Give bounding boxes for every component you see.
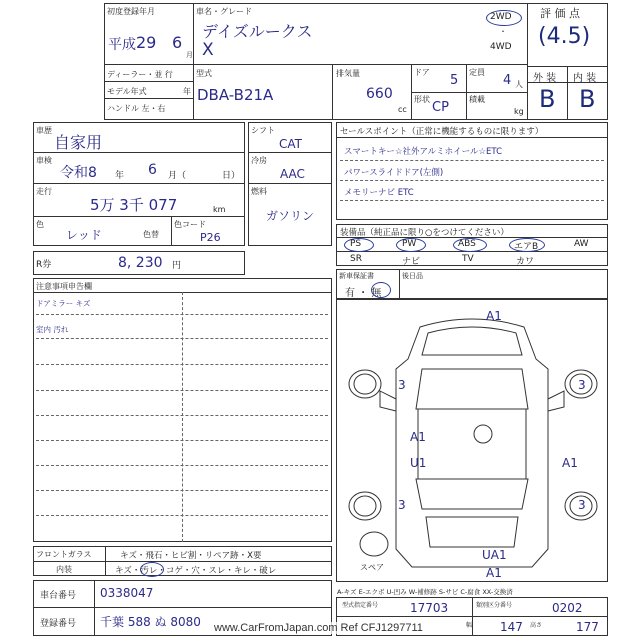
shape: CP (432, 100, 449, 115)
first-reg-label: 初度登録年月 (107, 7, 155, 16)
damage-mark: 3 (578, 378, 586, 392)
month-unit: 月 (186, 51, 193, 59)
divider (36, 465, 328, 466)
model-year-label: モデル年式 (107, 87, 147, 96)
km-unit: km (213, 205, 226, 214)
capacity-unit: 人 (515, 80, 523, 89)
cert-label: 型式指定番号 (342, 602, 379, 609)
damage-mark: U1 (410, 456, 427, 470)
usage: 自家用 (54, 133, 103, 152)
equipment-item: PS (350, 239, 362, 249)
equipment-item: PW (402, 239, 417, 249)
warranty-note-label: 後日品 (402, 272, 423, 280)
height-label: 高さ (530, 622, 543, 629)
color-code-label: 色コード (174, 220, 206, 229)
fuel: ガソリン (266, 209, 315, 223)
capacity-label: 定員 (469, 68, 485, 77)
damage-legend: A-キズ E-エクボ U-凹み W-補修跡 S-サビ C-腐食 XX-交換済 (337, 588, 513, 596)
damage-mark: 3 (578, 498, 586, 512)
chassis-number: 0338047 (100, 586, 154, 600)
divider (36, 338, 328, 339)
first-reg-era: 平成 (108, 37, 136, 53)
divider (340, 160, 604, 161)
equipment-item: TV (462, 254, 474, 264)
divider (36, 390, 328, 391)
model-year-unit: 年 (183, 87, 191, 96)
shape-label: 形状 (414, 95, 430, 104)
warranty-none-circle (371, 282, 391, 298)
divider (567, 66, 568, 120)
notes-label: 注意事項申告欄 (36, 282, 92, 291)
divider (527, 3, 528, 120)
divider (182, 292, 183, 542)
divider (105, 546, 106, 576)
color-change-label: 色替 (143, 230, 159, 239)
equipment-item: エアB (514, 242, 539, 252)
exterior-label: 外 装 (533, 73, 557, 84)
note-line: 室内 汚れ (36, 325, 69, 334)
inspection-year-unit: 年 (115, 171, 125, 181)
divider (33, 607, 332, 608)
inspection-month: 6 (148, 162, 157, 178)
chassis-label: 車台番号 (40, 591, 77, 601)
class-number: 0202 (552, 601, 583, 615)
divider (33, 561, 332, 562)
damage-mark: UA1 (482, 548, 507, 562)
width-label: 幅 (466, 622, 473, 629)
color-label: 色 (36, 220, 44, 229)
divider (248, 183, 332, 184)
inspection-era: 令和8 (60, 165, 97, 181)
displacement: 660 (366, 86, 393, 102)
color: レッド (66, 228, 102, 242)
divider (399, 269, 400, 299)
sales-points-label: セールスポイント（正常に機能するものに限ります） (340, 127, 544, 137)
divider (171, 216, 172, 246)
damage-mark: A1 (410, 430, 426, 444)
equipment-item: AW (574, 239, 589, 249)
drive-dot: ・ (499, 27, 507, 36)
divider (36, 314, 328, 315)
capacity: 4 (503, 73, 512, 88)
equipment-item: SR (350, 254, 362, 264)
car-name: デイズルークス (202, 22, 313, 41)
damage-mark: 3 (398, 378, 406, 392)
handle-label: ハンドル 左・右 (107, 104, 166, 113)
divider (36, 364, 328, 365)
car-grade: X (202, 40, 214, 60)
kg-unit: kg (514, 107, 524, 116)
model-label: 型式 (196, 69, 212, 78)
equipment-item: ABS (458, 239, 476, 249)
equipment-label: 装備品（純正品に限り○をつけてください） (340, 228, 509, 238)
sales-point-line: メモリーナビ ETC (344, 188, 414, 198)
height-value: 177 (576, 620, 599, 634)
damage-mark: 3 (398, 498, 406, 512)
first-reg-month: 6 (172, 33, 183, 52)
interior-grade: B (579, 85, 596, 113)
note-line: ドアミラー キズ (36, 299, 91, 308)
displacement-label: 排気量 (336, 69, 360, 78)
model-code: DBA-B21A (197, 86, 274, 104)
damage-mark: A1 (486, 309, 502, 323)
shift-label: シフト (251, 126, 275, 135)
divider (104, 81, 193, 82)
sales-point-line: パワースライドドア(左側) (344, 168, 444, 178)
inspection-label: 車検 (36, 156, 52, 165)
doors: 5 (450, 73, 459, 88)
score-value: (4.5) (538, 24, 591, 49)
spare-label: スペア (360, 563, 384, 572)
divider (332, 64, 333, 120)
recycle-unit: 円 (172, 261, 182, 271)
equipment-item: ナビ (402, 257, 421, 267)
divider (472, 597, 473, 636)
divider (36, 440, 328, 441)
inspection-day-unit: 日） (222, 171, 241, 181)
ac-label: 冷房 (251, 156, 267, 165)
reg-label: 登録番号 (40, 619, 77, 629)
recycle-label: R券 (36, 260, 52, 270)
load-label: 積載 (469, 95, 485, 104)
mileage-label: 走行 (36, 187, 52, 196)
width-value: 147 (500, 620, 523, 634)
divider (193, 3, 194, 120)
interior-stain-circle (140, 562, 164, 577)
reg-number: 千葉 588 ぬ 8080 (100, 615, 201, 629)
ac: AAC (280, 167, 305, 181)
divider (411, 92, 527, 93)
usage-label: 車歴 (36, 126, 52, 135)
divider (36, 490, 328, 491)
sales-point-line: スマートキー☆社外アルミホイール☆ETC (344, 147, 503, 157)
damage-mark: A1 (486, 566, 502, 580)
cc-unit: cc (398, 105, 407, 114)
front-glass-label: フロントガラス (36, 550, 92, 559)
mileage: 5万 3千 077 (90, 196, 178, 214)
class-label: 類別区分番号 (476, 602, 513, 609)
first-reg-year: 29 (136, 33, 157, 52)
cert-number: 17703 (410, 601, 449, 615)
divider (104, 64, 528, 65)
color-code: P26 (200, 231, 221, 244)
equipment-item: カワ (516, 257, 535, 267)
drive-4wd: 4WD (490, 42, 512, 52)
warranty-label: 新車保証書 (339, 272, 374, 280)
watermark: www.CarFromJapan.com Ref CFJ1297711 (214, 622, 423, 634)
fuel-label: 燃料 (251, 187, 267, 196)
score-label: 評 価 点 (540, 7, 580, 20)
warranty-value: 有 ・ 無 (345, 288, 382, 299)
divider (36, 415, 328, 416)
divider (36, 515, 328, 516)
vehicle-diagram (336, 299, 608, 582)
drive-2wd: 2WD (490, 12, 512, 22)
divider (94, 580, 95, 636)
front-glass-options: キズ・飛石・ヒビ割・リペア跡・X要 (120, 551, 262, 561)
door-label: ドア (414, 68, 430, 77)
interior-options: キズ・汚レ・コゲ・穴・スレ・キレ・破レ (115, 566, 277, 576)
interior-label: 内装 (56, 565, 72, 574)
interior-label: 内 装 (573, 73, 597, 84)
header-section (104, 3, 608, 120)
exterior-grade: B (539, 85, 556, 113)
divider (248, 152, 332, 153)
car-name-label: 車名・グレード (196, 7, 252, 16)
divider (340, 180, 604, 181)
shift: CAT (279, 137, 302, 151)
recycle-amount: 8, 230 (118, 255, 163, 271)
damage-mark: A1 (562, 456, 578, 470)
inspection-month-unit: 月（ (168, 171, 187, 181)
dealer-label: ディーラー・並 行 (107, 70, 173, 79)
divider (336, 137, 608, 138)
divider (33, 183, 245, 184)
divider (33, 216, 245, 217)
divider (340, 200, 604, 201)
divider (104, 98, 193, 99)
